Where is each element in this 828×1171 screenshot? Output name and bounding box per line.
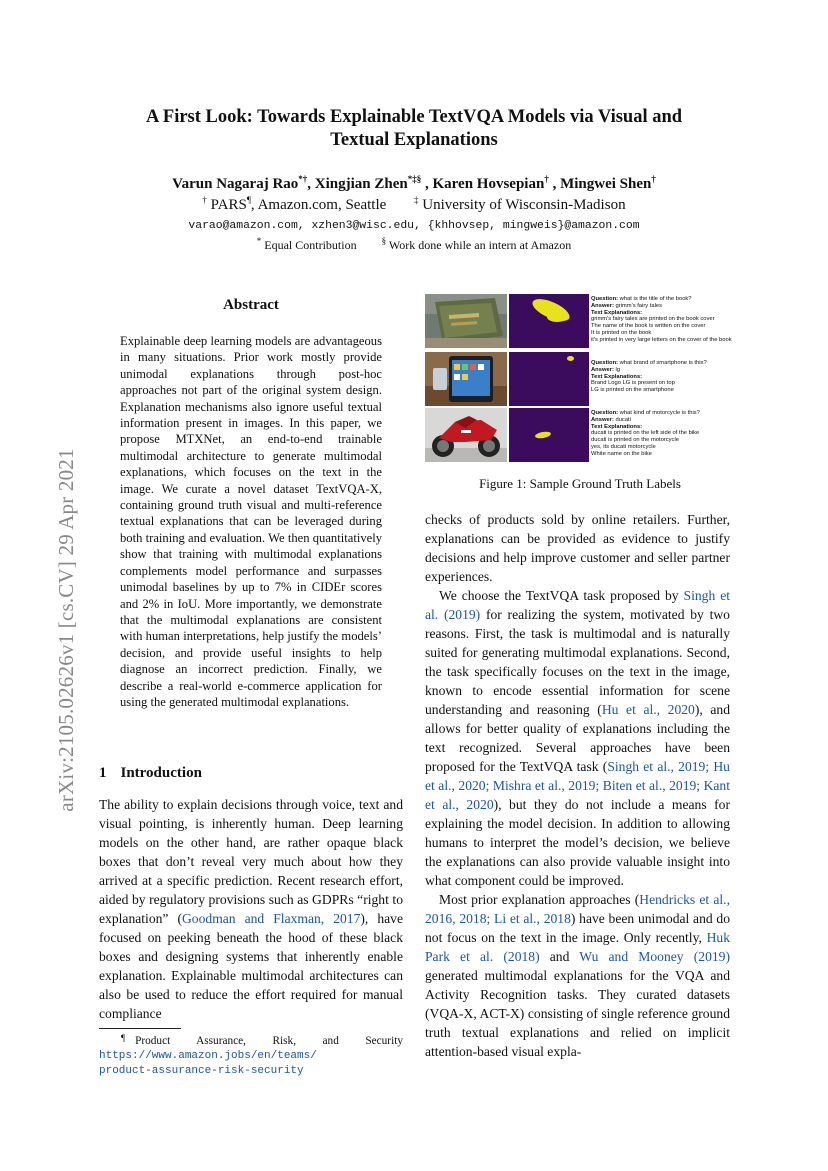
affiliations: † PARS¶, Amazon.com, Seattle ‡ University of Wisconsin-Madison (202, 195, 626, 213)
qa-line (591, 374, 741, 381)
abstract-heading: Abstract (223, 297, 279, 313)
citation-link[interactable]: Huk Park et al. (2018) (425, 930, 730, 964)
qa-label: Question: (591, 360, 619, 366)
affiliation-2: University of Wisconsin-Madison (422, 197, 626, 213)
qa-line: It is printed on the book (591, 329, 652, 336)
footnote-url-line-2[interactable]: product-assurance-risk-security (99, 1065, 304, 1077)
attention-blob (535, 431, 552, 440)
citation-link[interactable]: Singh et al. (2019) (425, 588, 731, 622)
author-name: Karen Hovsepian (432, 176, 545, 192)
author-name: Varun Nagaraj Rao (172, 176, 299, 192)
footnote-rule (99, 1028, 181, 1029)
book-heatmap (509, 294, 589, 348)
smartphone-photo (425, 352, 507, 406)
intro-paragraph-1 (99, 795, 403, 1023)
paragraph-text: We choose the TextVQA task proposed by (439, 588, 684, 603)
qa-line (591, 303, 741, 310)
qa-line: grimm's fairy tales are printed on the book cover (591, 316, 715, 323)
paragraph-text: ), and allows for better quality of explanations including the text recognized. Several approaches have been proposed for the TextVQA task ( (425, 702, 731, 774)
intro-left-column (99, 795, 403, 1023)
qa-line (591, 296, 741, 303)
footnote-url-line-1[interactable]: https://www.amazon.jobs/en/teams/ (99, 1050, 317, 1062)
intro-paragraph-3 (425, 890, 730, 1061)
qa-line: ducati is printed on the left side of the bike (591, 430, 700, 437)
qa-label: Text Explanations: (591, 309, 643, 316)
author-marks: † (544, 174, 549, 184)
figure-row-smartphone (425, 352, 735, 406)
title-line-1: A First Look: Towards Explainable TextVQA Models via Visual and (145, 107, 683, 127)
author-notes: * Equal Contribution § Work done while an intern at Amazon (256, 236, 572, 252)
section-title: Introduction (120, 765, 202, 781)
citation-link[interactable]: Singh et al., 2019; Hu et al., 2020; Mishra et al., 2019; Biten et al., 2019; Kant et al., 2020 (425, 759, 730, 812)
qa-line: LG is printed on the smartphone (591, 387, 674, 394)
citation-link[interactable]: Hendricks et al., 2016, 2018; Li et al., 2018 (425, 892, 730, 926)
citation-link[interactable]: Wu and Mooney (2019) (579, 949, 730, 964)
intro-paragraph-1-cont: checks of products sold by online retailers. Further, explanations can be provided as evidence to justify decisions and help improve customer and seller partner experiences. (425, 512, 730, 584)
smartphone-qa-text (591, 354, 741, 394)
title-line-2: Textual Explanations (330, 130, 498, 150)
qa-label: Text Explanations: (591, 373, 643, 380)
qa-line (591, 417, 741, 424)
qa-label: Question: (591, 296, 619, 302)
section-heading-introduction (99, 765, 202, 782)
qa-line: it's printed in very large letters on the cover of the book (591, 336, 732, 343)
figure-row-book (425, 294, 735, 348)
paragraph-text: for realizing the system, motivated by two reasons. First, the task is multimodal and is naturally suited for generating multimodal explanations. Second, the task specifically focuses on the text in the image, known to encode essential information for scene understanding and reasoning ( (425, 607, 730, 717)
author-name: Mingwei Shen (560, 176, 652, 192)
citation-link[interactable]: Hu et al., 2020 (601, 702, 695, 717)
qa-label: Question: (591, 410, 619, 416)
author-list: Varun Nagaraj Rao*†, Xingjian Zhen*‡§ , Karen Hovsepian† , Mingwei Shen† (172, 174, 656, 192)
paragraph-text: ), have focused on peeking beneath the hood of these black boxes and designing systems that inherently enable explanation. Explainable multimodal architectures can also be used to reduce the effort required for manual compliance (99, 911, 403, 1021)
footnote (99, 1034, 403, 1078)
arxiv-stamp (16, 360, 78, 900)
figure-caption: Figure 1: Sample Ground Truth Labels (479, 476, 681, 491)
footnote-mark: ¶ (121, 1033, 126, 1043)
motorcycle-photo (425, 408, 507, 462)
qa-line (591, 310, 741, 317)
attention-blob (567, 356, 574, 361)
affiliation-1: PARS (210, 197, 247, 213)
paper-title (90, 106, 738, 152)
paragraph-text: ) have been unimodal and do not focus on the text in the image. Only recently, (425, 911, 730, 945)
intro-paragraph-2 (425, 586, 730, 890)
abstract-body: Explainable deep learning models are advantageous in many situations. Prior work mostly provide unimodal explanations through post-hoc approaches not part of the original system design. Explanation mechanisms also ignore useful textual information present in images. In this paper, we propose MTXNet, an end-to-end trainable multimodal architecture to generate multimodal explanations, which focuses on the text in the image. We curate a novel dataset TextVQA-X, containing ground truth visual and multi-reference textual explanations that can be leveraged during both training and evaluation. We then quantitatively show that training with multimodal explanations complements model performance and surpasses unimodal baselines by up to 7% in CIDEr scores and 2% in IoU. More importantly, we demonstrate that the multimodal explanations are consistent with human interpretations, help justify the models’ decision, and provide useful insights to help diagnose an incorrect prediction. Finally, we describe a real-world e-commerce application for using the generated multimodal explanations. (120, 334, 382, 709)
figure-row-motorcycle (425, 408, 735, 462)
paragraph-text: ), but they do not include a means for explaining the model decision. In addition to allowing humans to interpret the model’s decision, we believe the explanations can also provide valuable insight into what component could be improved. (425, 797, 730, 888)
motorcycle-heatmap (509, 408, 589, 462)
citation-link[interactable]: Goodman and Flaxman, 2017 (181, 911, 361, 926)
affiliation-1-mark: ¶ (246, 195, 251, 205)
qa-line (591, 360, 741, 367)
qa-value: ducati (613, 416, 631, 423)
qa-line: The name of the book is written on the cover (591, 323, 706, 330)
qa-line (591, 367, 741, 374)
note-equal-contribution: Equal Contribution (264, 238, 357, 252)
smartphone-heatmap (509, 352, 589, 406)
qa-label: Text Explanations: (591, 423, 643, 430)
qa-value: lg (613, 366, 620, 373)
arxiv-stamp-text: arXiv:2105.02626v1 [cs.CV] 29 Apr 2021 (54, 448, 78, 812)
qa-value: grimm's fairy tales (613, 302, 663, 309)
qa-line: yes, its ducati motorcycle (591, 443, 656, 450)
qa-line (591, 424, 741, 431)
attention-blob (547, 312, 567, 322)
author-emails: varao@amazon.com, xzhen3@wisc.edu, {khhovsep, mingweis}@amazon.com (188, 220, 640, 232)
author-marks: † (651, 174, 656, 184)
qa-value: what kind of motorcycle is this? (618, 410, 700, 416)
qa-value: what brand of smartphone is this? (618, 360, 707, 366)
book-qa-text (591, 296, 741, 344)
author-marks: *‡§ (407, 174, 422, 184)
footnote-text: Product Assurance, Risk, and Security (135, 1035, 403, 1047)
motorcycle-qa-text (591, 410, 741, 458)
qa-label: Answer: (591, 302, 614, 309)
figure-1 (425, 294, 735, 464)
intro-right-column (425, 510, 730, 1061)
author-name: Xingjian Zhen (314, 176, 408, 192)
qa-value: what is the title of the book? (618, 296, 692, 302)
author-marks: *† (298, 174, 308, 184)
qa-line (591, 410, 741, 417)
paragraph-text: The ability to explain decisions through voice, text and visual pointing, is inherently human. Deep learning models on the other hand, are rather opaque black boxes that don’t reveal very much about how they arrived at a specific prediction. Recent research effort, aided by regulatory provisions such as GDPRs “right to explanation” ( (99, 797, 403, 926)
paragraph-text: Most prior explanation approaches ( (439, 892, 640, 907)
paragraph-text: and (539, 949, 580, 964)
book-photo (425, 294, 507, 348)
qa-line: Brand Logo LG is present on top (591, 380, 675, 387)
qa-line: White name on the bike (591, 450, 652, 457)
qa-label: Answer: (591, 416, 614, 423)
affiliation-1-rest: , Amazon.com, Seattle (250, 197, 387, 213)
note-intern: Work done while an intern at Amazon (388, 238, 572, 252)
paragraph-text: generated multimodal explanations for the VQA and Activity Recognition tasks. They curated datasets (VQA-X, ACT-X) consisting of single reference ground truth textual explanations and relied on implicit attention-based visual expla- (425, 968, 730, 1059)
qa-label: Answer: (591, 366, 614, 373)
qa-line: ducati is printed on the motorcycle (591, 437, 679, 444)
section-number: 1 (99, 765, 107, 781)
